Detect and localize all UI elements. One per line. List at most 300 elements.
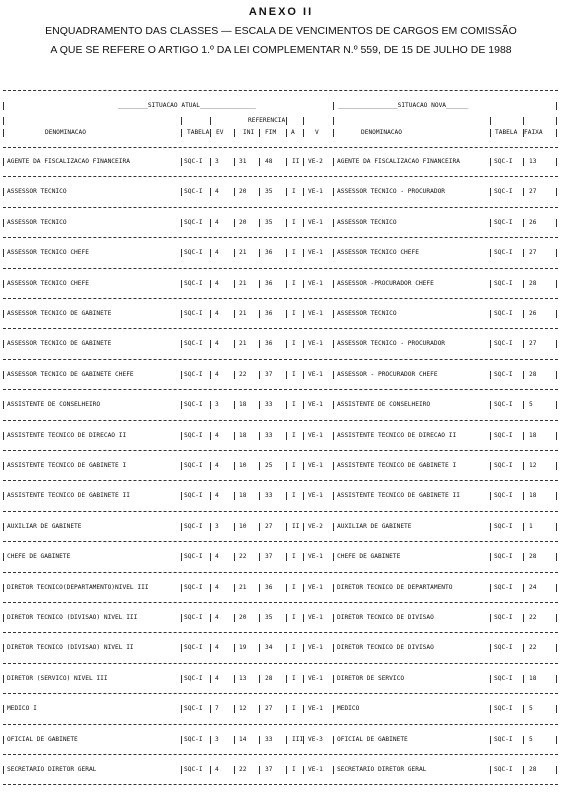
column-separator [556,158,557,166]
cell-faixa: 28 [529,766,537,773]
cell-denominacao-new: ASSESSOR TECNICO CHEFE [337,249,419,257]
column-separator [523,401,524,409]
header-separator [523,117,524,125]
cell-v: VE-1 [308,614,323,621]
column-separator [523,614,524,622]
column-separator [333,432,334,440]
column-separator [303,584,304,592]
column-separator [286,584,287,592]
table-top-rule [3,90,558,91]
column-separator [523,188,524,196]
column-separator [490,280,491,288]
column-separator [234,523,235,531]
column-separator [181,462,182,470]
cell-tabela-new: SQC-I [494,462,513,469]
column-separator [234,371,235,379]
header-separator [181,129,182,137]
row-divider [3,207,558,208]
cell-faixa: 18 [529,492,537,500]
cell-ev: 4 [215,431,219,439]
column-separator [210,705,211,713]
column-separator [286,462,287,470]
cell-tabela-new: SQC-I [494,522,513,530]
column-separator [286,219,287,227]
header-separator [3,117,4,125]
column-separator [303,705,304,713]
column-separator [3,219,4,227]
cell-denominacao-new: CHEFE DE GABINETE [337,553,401,561]
column-separator [490,584,491,592]
cell-ini: 18 [239,492,247,500]
column-separator [286,432,287,440]
column-separator [3,644,4,652]
cell-fim: 36 [265,310,273,317]
column-separator [523,523,524,531]
column-separator [181,523,182,531]
cell-ini: 19 [239,644,247,652]
column-separator [490,766,491,774]
column-separator [181,584,182,592]
cell-v: VE-1 [308,401,323,409]
cell-tabela: SQC-I [184,705,203,713]
cell-faixa: 24 [529,583,537,591]
cell-faixa: 27 [529,188,537,196]
column-separator [303,188,304,196]
cell-denominacao-new: OFICIAL DE GABINETE [337,735,408,743]
cell-a: I [292,674,296,682]
column-separator [286,492,287,500]
annex-title: ANEXO II [248,6,314,18]
cell-denominacao-new: ASSESSOR - PROCURADOR CHEFE [337,370,438,378]
column-separator [181,188,182,196]
column-separator [333,584,334,592]
cell-v: VE-1 [308,310,323,317]
column-separator [303,310,304,318]
col-referencia: REFERENCIA [248,117,286,124]
cell-fim: 33 [265,492,273,500]
column-separator [234,766,235,774]
column-separator [210,553,211,561]
column-separator [490,371,491,379]
row-divider [3,480,558,481]
cell-denominacao: ASSESSOR TECNICO CHEFE [7,279,89,287]
column-separator [259,644,260,652]
column-separator [303,614,304,622]
col-ini: INI [243,129,255,136]
column-separator [259,371,260,379]
column-separator [181,158,182,166]
cell-v: VE-2 [308,522,323,530]
cell-fim: 36 [265,340,273,348]
column-separator [3,401,4,409]
cell-ini: 21 [239,279,247,287]
cell-a: I [292,340,296,348]
cell-a: I [292,431,296,439]
column-separator [286,371,287,379]
header-separator [490,117,491,125]
cell-tabela-new: SQC-I [494,370,513,378]
column-separator [181,644,182,652]
column-separator [234,432,235,440]
column-separator [490,492,491,500]
cell-v: VE-1 [308,249,323,257]
cell-denominacao-new: ASSISTENTE TECNICO DE DIRECAO II [337,431,457,439]
column-separator [523,553,524,561]
cell-faixa: 5 [529,735,533,743]
cell-tabela: SQC-I [184,644,203,652]
cell-a: I [292,583,296,591]
column-separator [303,371,304,379]
column-separator [210,371,211,379]
cell-ini: 20 [239,614,247,621]
row-divider [3,328,558,329]
cell-tabela-new: SQC-I [494,249,513,257]
column-separator [333,462,334,470]
cell-tabela-new: SQC-I [494,158,513,165]
column-separator [210,340,211,348]
cell-v: VE-1 [308,674,323,682]
header-separator [303,129,304,137]
column-separator [333,249,334,257]
row-divider [3,268,558,269]
cell-ini: 21 [239,340,247,348]
row-divider [3,724,558,725]
column-separator [523,310,524,318]
column-separator [259,705,260,713]
column-separator [259,340,260,348]
column-separator [3,736,4,744]
column-separator [3,492,4,500]
column-separator [234,675,235,683]
cell-tabela: SQC-I [184,370,203,378]
cell-denominacao: ASSISTENTE TECNICO DE GABINETE II [7,492,130,500]
cell-a: I [292,644,296,652]
column-separator [3,249,4,257]
cell-ini: 14 [239,735,247,743]
column-separator [210,644,211,652]
cell-faixa: 18 [529,674,537,682]
column-separator [523,462,524,470]
cell-denominacao-new: DIRETOR TECNICO DE DEPARTAMENTO [337,583,453,591]
cell-v: VE-2 [308,158,323,165]
column-separator [523,280,524,288]
column-separator [523,492,524,500]
cell-ev: 4 [215,370,219,378]
column-separator [490,188,491,196]
column-separator [259,523,260,531]
cell-denominacao-new: ASSISTENTE DE CONSELHEIRO [337,401,431,409]
column-separator [333,492,334,500]
column-separator [3,766,4,774]
cell-fim: 48 [265,158,273,165]
cell-faixa: 28 [529,279,537,287]
cell-tabela-new: SQC-I [494,401,513,409]
column-separator [333,158,334,166]
cell-faixa: 27 [529,249,537,257]
cell-a: I [292,279,296,287]
row-divider [3,359,558,360]
header-separator [523,129,524,137]
column-separator [3,371,4,379]
cell-tabela: SQC-I [184,553,203,561]
cell-tabela: SQC-I [184,249,203,257]
cell-fim: 35 [265,218,273,226]
column-separator [234,736,235,744]
cell-tabela: SQC-I [184,492,203,500]
cell-ev: 4 [215,249,219,257]
column-separator [490,340,491,348]
header-separator [210,129,211,137]
cell-a: I [292,370,296,378]
column-separator [210,401,211,409]
cell-v: VE-1 [308,462,323,469]
column-separator [556,249,557,257]
cell-tabela: SQC-I [184,340,203,348]
column-separator [523,766,524,774]
col-fim: FIM [265,129,277,136]
column-separator [303,675,304,683]
column-separator [556,766,557,774]
cell-tabela: SQC-I [184,431,203,439]
column-separator [259,280,260,288]
column-separator [286,340,287,348]
cell-faixa: 18 [529,431,537,439]
cell-denominacao-new: AGENTE DA FISCALIZACAO FINANCEIRA [337,158,460,165]
column-separator [303,280,304,288]
column-separator [286,523,287,531]
column-separator [286,736,287,744]
cell-a: I [292,614,296,621]
cell-tabela-new: SQC-I [494,492,513,500]
column-separator [259,158,260,166]
row-divider [3,511,558,512]
column-separator [556,310,557,318]
cell-ev: 4 [215,279,219,287]
cell-fim: 36 [265,583,273,591]
cell-denominacao-new: DIRETOR TECNICO DE DIVISAO [337,614,434,621]
column-separator [210,219,211,227]
column-separator [181,736,182,744]
cell-tabela-new: SQC-I [494,644,513,652]
cell-v: VE-1 [308,370,323,378]
row-divider [3,754,558,755]
column-separator [259,462,260,470]
column-separator [259,584,260,592]
row-divider [3,541,558,542]
cell-a: I [292,492,296,500]
cell-ev: 4 [215,188,219,196]
column-separator [333,675,334,683]
cell-faixa: 5 [529,401,533,409]
cell-denominacao: ASSESSOR TECNICO CHEFE [7,249,89,257]
cell-fim: 37 [265,766,273,773]
column-separator [523,705,524,713]
column-separator [210,249,211,257]
column-separator [303,432,304,440]
column-separator [490,644,491,652]
cell-faixa: 26 [529,218,537,226]
column-separator [210,188,211,196]
header-separator [181,117,182,125]
column-separator [181,310,182,318]
cell-ev: 4 [215,644,219,652]
cell-fim: 37 [265,370,273,378]
cell-denominacao: DIRETOR TECNICO (DIVISAO) NIVEL II [7,644,134,652]
cell-ini: 10 [239,522,247,530]
cell-ini: 20 [239,188,247,196]
cell-v: VE-1 [308,218,323,226]
column-separator [333,736,334,744]
cell-ini: 21 [239,249,247,257]
column-separator [490,614,491,622]
column-separator [210,310,211,318]
cell-denominacao-new: ASSISTENTE TECNICO DE GABINETE II [337,492,460,500]
cell-a: I [292,310,296,317]
cell-ini: 10 [239,462,247,469]
cell-denominacao-new: DIRETOR DE SERVICO [337,674,405,682]
cell-tabela-new: SQC-I [494,674,513,682]
cell-ini: 31 [239,158,247,165]
cell-fim: 37 [265,553,273,561]
header-separator [333,129,334,137]
cell-ev: 7 [215,705,219,713]
column-separator [234,188,235,196]
column-separator [210,584,211,592]
column-separator [3,340,4,348]
row-divider [3,450,558,451]
cell-denominacao: CHEFE DE GABINETE [7,553,71,561]
column-separator [490,249,491,257]
cell-tabela-new: SQC-I [494,553,513,561]
column-separator [286,310,287,318]
cell-tabela: SQC-I [184,310,203,317]
column-separator [333,553,334,561]
column-separator [286,249,287,257]
column-separator [3,310,4,318]
column-separator [556,219,557,227]
column-separator [556,280,557,288]
cell-denominacao-new: ASSESSOR TECNICO - PROCURADOR [337,188,446,196]
cell-a: II [292,158,300,165]
cell-denominacao: OFICIAL DE GABINETE [7,735,78,743]
cell-v: VE-1 [308,583,323,591]
column-separator [181,705,182,713]
column-separator [181,492,182,500]
row-divider [3,298,558,299]
column-separator [234,584,235,592]
column-separator [333,614,334,622]
column-separator [303,401,304,409]
cell-ini: 21 [239,310,247,317]
column-separator [210,523,211,531]
column-separator [286,401,287,409]
cell-tabela: SQC-I [184,218,203,226]
column-separator [210,432,211,440]
cell-denominacao-new: AUXILIAR DE GABINETE [337,522,412,530]
cell-fim: 33 [265,431,273,439]
column-separator [303,340,304,348]
column-separator [490,736,491,744]
column-separator [3,584,4,592]
column-separator [181,766,182,774]
column-separator [234,401,235,409]
cell-tabela-new: SQC-I [494,583,513,591]
cell-tabela-new: SQC-I [494,735,513,743]
cell-fim: 35 [265,614,273,621]
column-separator [3,705,4,713]
column-separator [556,371,557,379]
classes-table [3,88,558,795]
column-separator [523,249,524,257]
cell-faixa: 12 [529,462,537,469]
cell-denominacao-new: SECRETARIO DIRETOR GERAL [337,766,427,773]
col-tabela: TABELA [187,129,210,136]
column-separator [286,158,287,166]
column-separator [523,584,524,592]
column-separator [286,280,287,288]
column-separator [234,553,235,561]
cell-a: III [292,735,304,743]
cell-v: VE-1 [308,431,323,439]
cell-faixa: 5 [529,705,533,713]
column-separator [3,462,4,470]
header-rule [3,147,558,148]
cell-tabela-new: SQC-I [494,188,513,196]
column-separator [523,736,524,744]
column-separator [234,614,235,622]
cell-denominacao: ASSESSOR TECNICO [7,218,67,226]
cell-v: VE-1 [308,492,323,500]
column-separator [181,401,182,409]
cell-faixa: 28 [529,553,537,561]
cell-tabela: SQC-I [184,674,203,682]
cell-tabela: SQC-I [184,401,203,409]
column-separator [523,158,524,166]
cell-faixa: 13 [529,158,537,165]
column-separator [303,492,304,500]
column-separator [210,158,211,166]
header-separator [556,102,557,110]
column-separator [181,614,182,622]
column-separator [490,310,491,318]
column-separator [259,310,260,318]
cell-a: I [292,218,296,226]
column-separator [259,219,260,227]
cell-a: I [292,705,296,713]
header-separator [3,102,4,110]
cell-ev: 3 [215,158,219,165]
cell-ev: 4 [215,766,219,773]
column-separator [181,432,182,440]
column-separator [333,280,334,288]
column-separator [303,523,304,531]
cell-a: I [292,401,296,409]
cell-ev: 4 [215,583,219,591]
column-separator [490,401,491,409]
row-divider [3,602,558,603]
column-separator [333,766,334,774]
cell-ev: 4 [215,218,219,226]
column-separator [259,492,260,500]
column-separator [3,280,4,288]
cell-ev: 4 [215,340,219,348]
cell-v: VE-1 [308,279,323,287]
cell-denominacao: DIRETOR TECNICO (DIVISAO) NIVEL III [7,614,138,621]
header-separator [333,102,334,110]
cell-denominacao: ASSESSOR TECNICO DE GABINETE CHEFE [7,370,134,378]
column-separator [523,340,524,348]
header-separator [286,117,287,125]
